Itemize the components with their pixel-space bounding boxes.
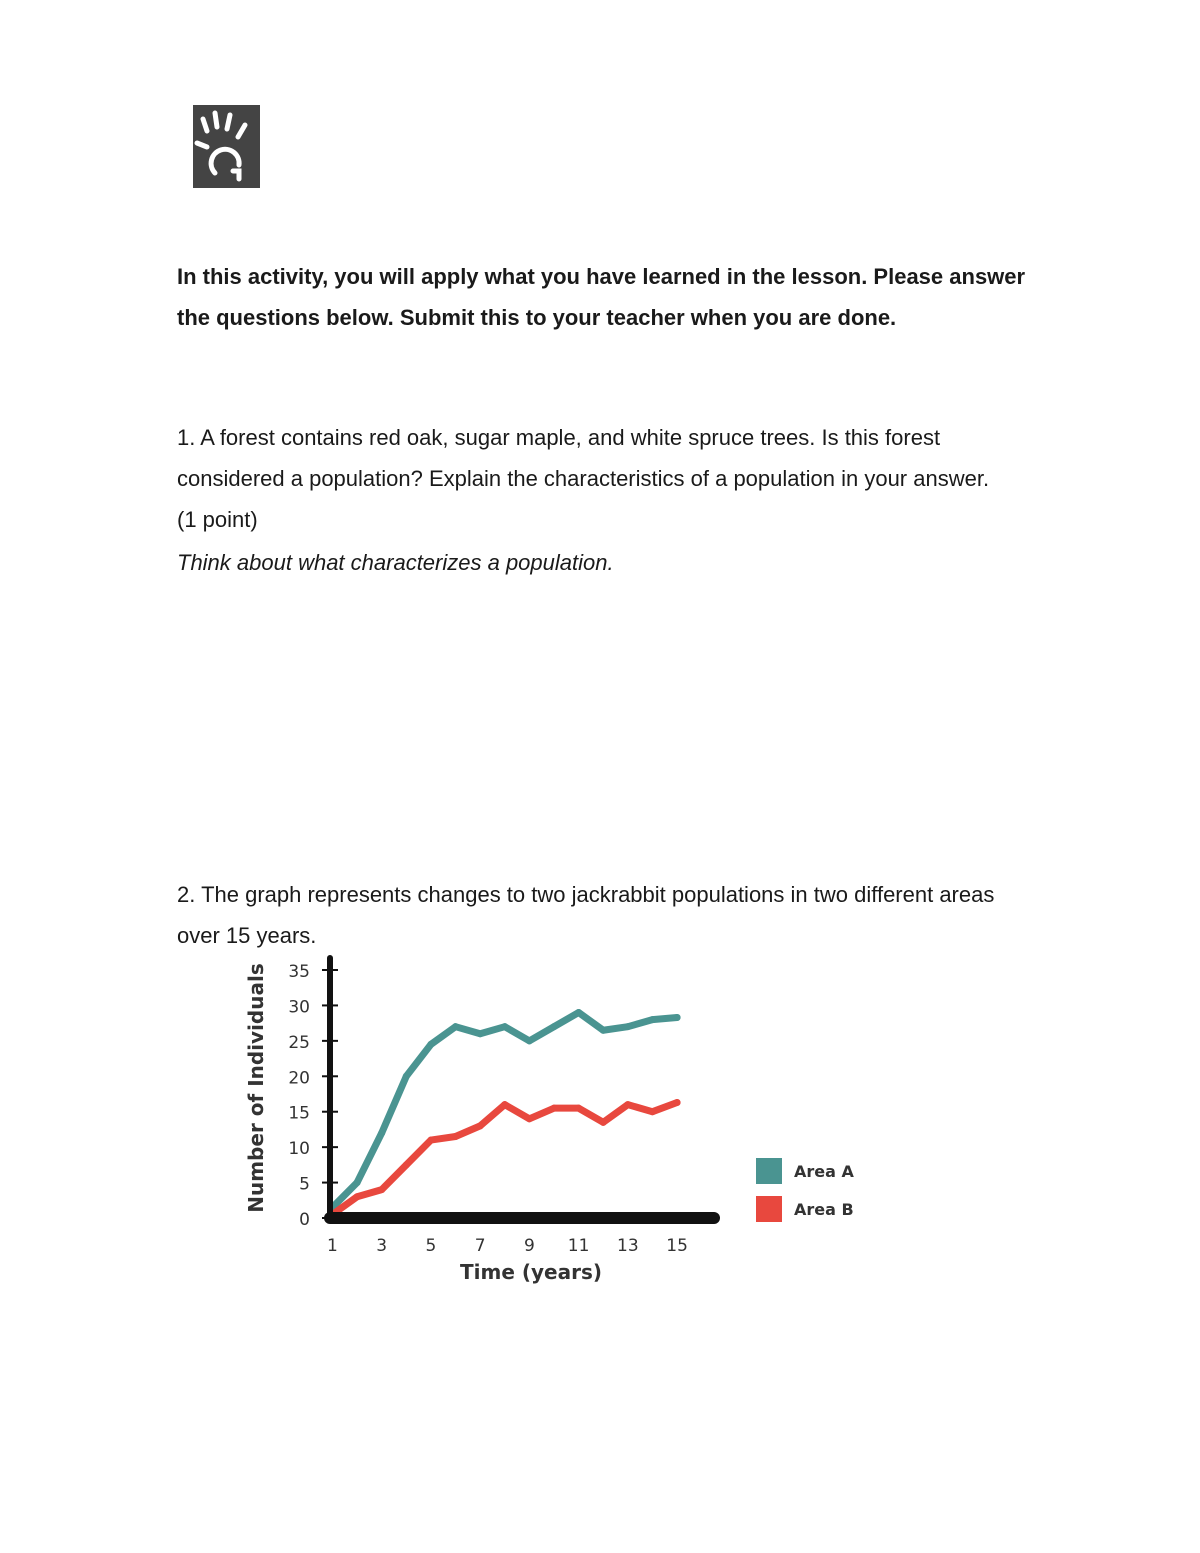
legend-label: Area A (794, 1162, 854, 1181)
question-1 (177, 417, 1077, 540)
x-tick-label: 11 (567, 1236, 590, 1256)
data-point (501, 1023, 508, 1030)
y-tick-label: 35 (288, 962, 310, 982)
data-point (575, 1009, 582, 1016)
y-axis-label: Number of Individuals (244, 963, 268, 1213)
data-point (403, 1161, 410, 1168)
data-point (477, 1122, 484, 1129)
data-point (526, 1115, 533, 1122)
data-point (600, 1027, 607, 1034)
x-tick-label: 9 (523, 1236, 535, 1256)
y-tick-label: 10 (288, 1139, 310, 1160)
question-2-line-1: 2. The graph represents changes to two jackrabbit populations in two different areas (177, 882, 995, 907)
publisher-logo (193, 105, 260, 188)
data-point (403, 1073, 410, 1080)
data-point (427, 1041, 434, 1048)
data-point (452, 1133, 459, 1140)
data-point (452, 1023, 459, 1030)
data-point (674, 1014, 681, 1021)
y-tick-label: 20 (288, 1068, 310, 1089)
x-axis-label: Time (years) (459, 1260, 603, 1284)
data-point (624, 1101, 631, 1108)
data-point (354, 1193, 361, 1200)
y-tick-label: 5 (299, 1174, 310, 1195)
y-tick-label: 15 (288, 1103, 310, 1124)
data-point (354, 1179, 361, 1186)
data-point (575, 1105, 582, 1112)
legend-label: Area B (794, 1200, 854, 1219)
legend-swatch (756, 1158, 782, 1184)
population-line-chart (230, 950, 890, 1295)
data-point (551, 1023, 558, 1030)
activity-instructions (177, 256, 1057, 338)
y-tick-label: 25 (288, 1032, 310, 1053)
x-tick-label: 15 (666, 1236, 688, 1256)
x-tick-label: 13 (617, 1236, 639, 1256)
x-tick-label: 1 (327, 1236, 338, 1256)
y-tick-label: 0 (299, 1210, 310, 1230)
question-2-line-2: over 15 years. (177, 923, 317, 948)
data-point (674, 1099, 681, 1106)
y-tick-label: 30 (288, 997, 310, 1018)
data-point (649, 1108, 656, 1115)
data-point (624, 1023, 631, 1030)
intro-line-2: the questions below. Submit this to your teacher when you are done. (177, 305, 897, 330)
data-point (378, 1186, 385, 1193)
data-point (526, 1037, 533, 1044)
question-1-line-1: 1. A forest contains red oak, sugar maple, and white spruce trees. Is this forest (177, 425, 941, 450)
data-point (427, 1137, 434, 1144)
data-point (600, 1119, 607, 1126)
question-1-points: (1 point) (177, 507, 258, 532)
data-point (378, 1129, 385, 1136)
question-2 (177, 874, 1077, 956)
lightbulb-rays-icon (193, 105, 260, 188)
question-1-line-2: considered a population? Explain the characteristics of a population in your answer. (177, 466, 990, 491)
x-tick-label: 3 (376, 1236, 388, 1256)
x-tick-label: 5 (425, 1236, 437, 1256)
question-1-hint: Think about what characterizes a population. (177, 550, 614, 575)
legend-swatch (756, 1196, 782, 1222)
x-tick-label: 7 (474, 1236, 486, 1256)
intro-line-1: In this activity, you will apply what you have learned in the lesson. Please answer (177, 264, 1026, 289)
data-point (477, 1030, 484, 1037)
data-point (551, 1105, 558, 1112)
data-point (501, 1101, 508, 1108)
data-point (649, 1016, 656, 1023)
